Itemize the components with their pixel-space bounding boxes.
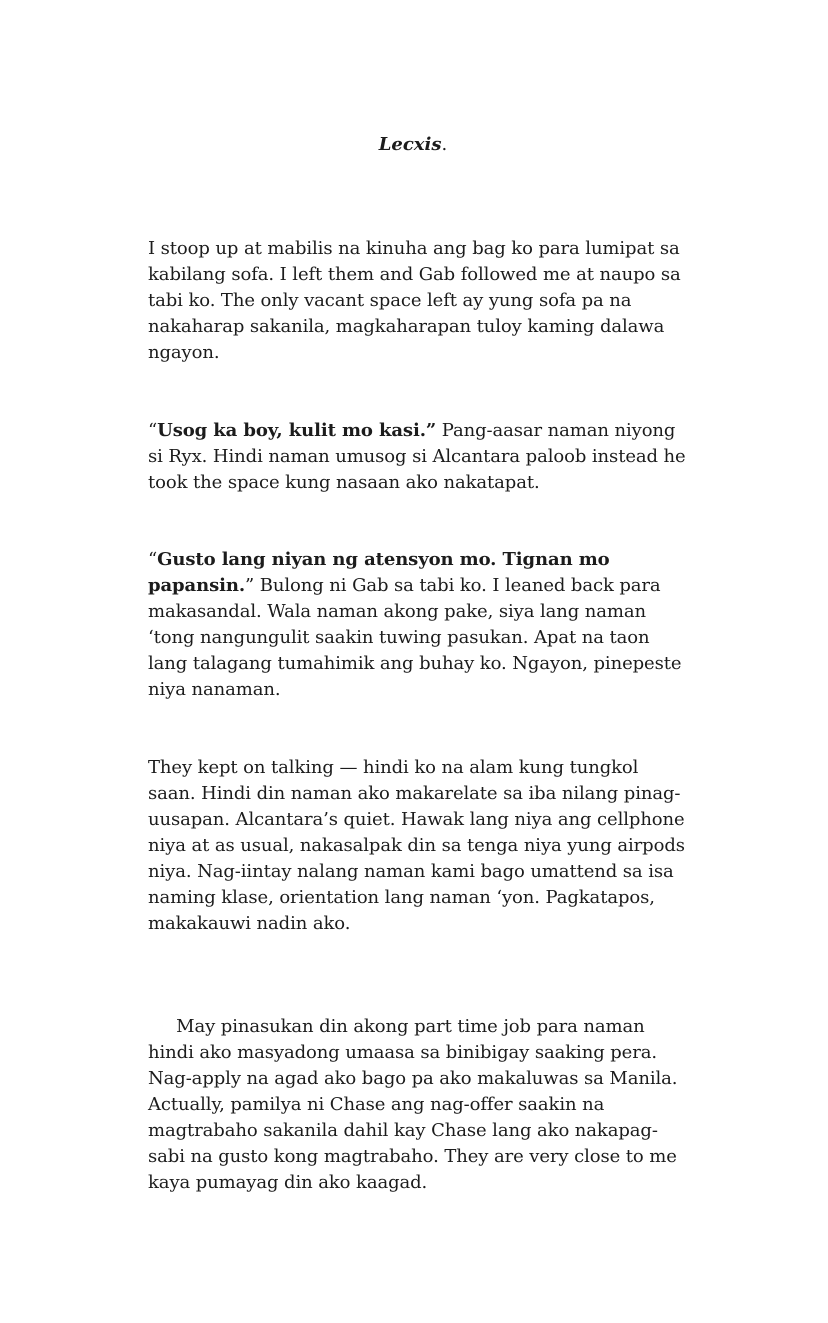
paragraph-1-text: I stoop up at mabilis na kinuha ang bag ko para lumipat sa kabilang sofa. I left them and Gab followed me at naupo sa tabi ko. The only vacant space left ay yung sofa pa na nakaharap sakanila, magkaharapan tuloy kaming dalawa ngayon. [148,238,681,363]
chapter-title [148,132,678,158]
paragraph-5 [148,988,688,1222]
paragraph-3-text: Bulong ni Gab sa tabi ko. I leaned back para makasandal. Wala naman akong pake, siya lang naman ‘tong nangungulit saakin tuwing pasukan. Apat na taon lang talagang tumahimik ang buhay ko. Ngayon, pinepeste niya nanaman. [148,575,682,700]
paragraph-2-text: Pang-aasar naman niyong si Ryx. Hindi naman umusog si Alcantara paloob instead he took the space kung nasaan ako nakatapat. [148,420,686,493]
paragraph-1 [148,236,688,366]
paragraph-3 [148,547,688,703]
paragraph-3-close-quote: ” [245,575,255,596]
chapter-title-name: Lecxis [378,134,442,155]
paragraph-5-text: May pinasukan din akong part time job para naman hindi ako masyadong umaasa sa binibigay saaking pera. Nag-apply na agad ako bago pa ako makaluwas sa Manila. Actually, pamilya ni Chase ang nag-offer saakin na magtrabaho sakanila dahil kay Chase lang ako nakapag-sabi na gusto kong magtrabaho. They are very close to me kaya pumayag din ako kaagad. [148,1016,684,1193]
paragraph-2 [148,418,688,496]
paragraph-4-text: They kept on talking — hindi ko na alam kung tungkol saan. Hindi din naman ako makarelate sa iba nilang pinag-uusapan. Alcantara’s quiet. Hawak lang niya ang cellphone niya at as usual, nakasalpak din sa tenga niya yung airpods niya. Nag-iintay nalang naman kami bago umattend sa isa naming klase, orientation lang naman ‘yon. Pagkatapos, makakauwi nadin ako. [148,757,685,934]
chapter-title-suffix: . [441,134,448,155]
paragraph-2-open-quote: “ [148,420,158,441]
paragraph-2-dialogue: Usog ka boy, kulit mo kasi.” [157,420,437,441]
paragraph-3-dialogue: Gusto lang niyan ng atensyon mo. Tignan mo papansin. [148,549,610,596]
paragraph-4 [148,755,688,937]
paragraph-3-open-quote: “ [148,549,158,570]
